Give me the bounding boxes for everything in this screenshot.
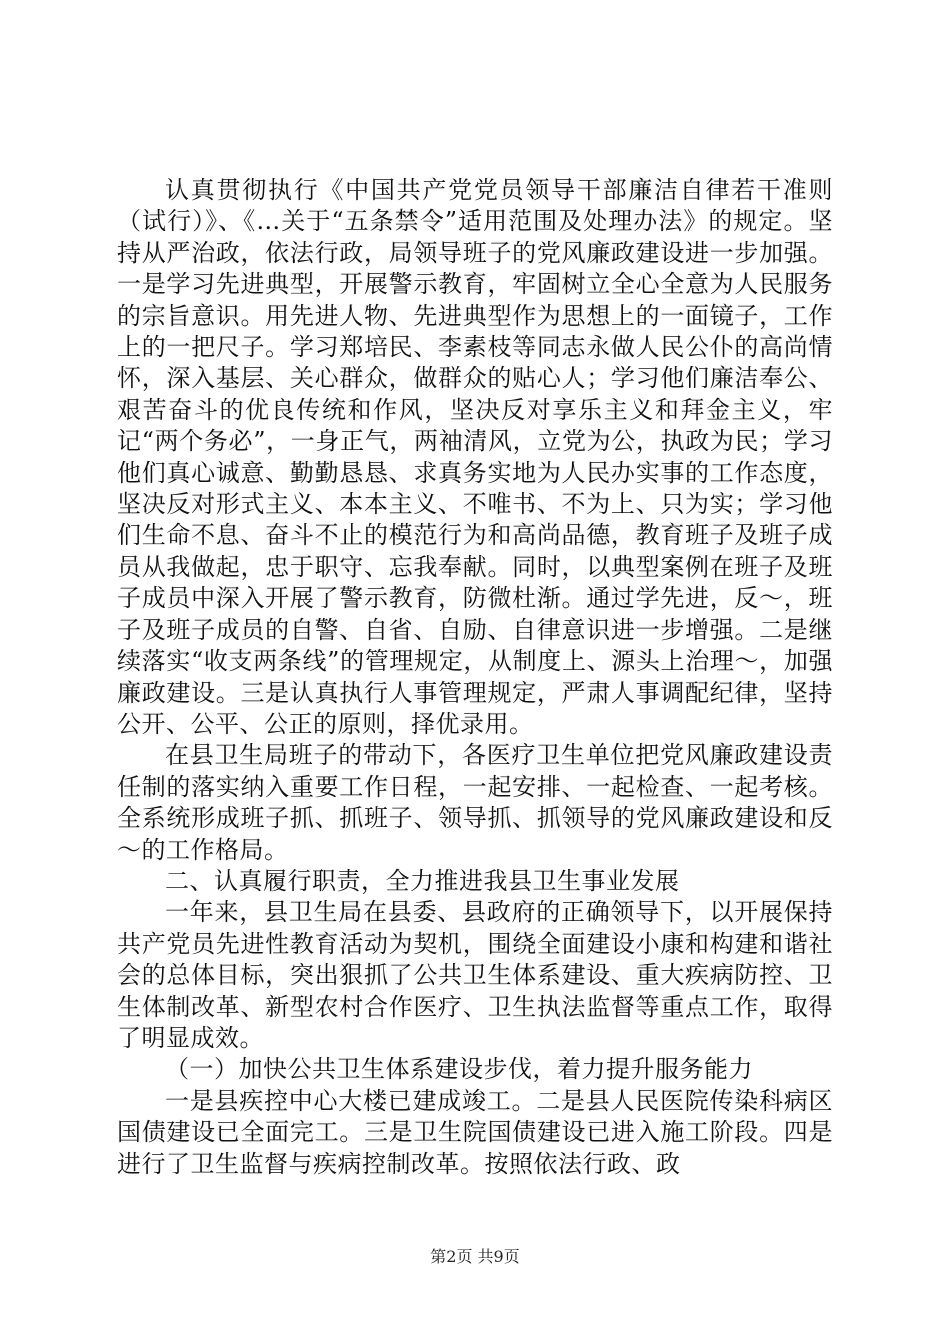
page-number: 第2页 共9页 <box>430 1247 520 1266</box>
paragraph-annual-summary: 一年来，县卫生局在县委、县政府的正确领导下，以开展保持共产党员先进性教育活动为契机，围绕全面建设小康和构建和谐社会的总体目标，突出狠抓了公共卫生体系建设、重大疾病防控、卫生体制改革、新型农村合作医疗、卫生执法监督等重点工作，取得了明显成效。 <box>117 898 833 1052</box>
paragraph-discipline: 认真贯彻执行《中国共产党党员领导干部廉洁自律若干准则（试行）》、《…关于“五条禁令”适用范围及处理办法》的规定。坚持从严治政，依法行政，局领导班子的党风廉政建设进一步加强。一是学习先进典型，开展警示教育，牢固树立全心全意为人民服务的宗旨意识。用先进人物、先进典型作为思想上的一面镜子，工作上的一把尺子。学习郑培民、李素枝等同志永做人民公仆的高尚情怀，深入基层、关心群众，做群众的贴心人；学习他们廉洁奉公、艰苦奋斗的优良传统和作风，坚决反对享乐主义和拜金主义，牢记“两个务必”，一身正气，两袖清风，立党为公，执政为民；学习他们真心诚意、勤勤恳恳、求真务实地为人民办实事的工作态度，坚决反对形式主义、本本主义、不唯书、不为上、只为实；学习他们生命不息、奋斗不止的模范行为和高尚品德，教育班子及班子成员从我做起，忠于职守、忘我奉献。同时，以典型案例在班子及班子成员中深入开展了警示教育，防微杜渐。通过学先进，反～，班子及班子成员的自警、自省、自励、自律意识进一步增强。二是继续落实“收支两条线”的管理规定，从制度上、源头上治理～，加强廉政建设。三是认真执行人事管理规定，严肃人事调配纪律，坚持公开、公平、公正的原则，择优录用。 <box>117 176 833 738</box>
section-heading-duties: 二、认真履行职责，全力推进我县卫生事业发展 <box>165 866 680 895</box>
document-body <box>117 175 833 1180</box>
paragraph-responsibility: 在县卫生局班子的带动下，各医疗卫生单位把党风廉政建设责任制的落实纳入重要工作日程，一起安排、一起检查、一起考核。全系统形成班子抓、抓班子、领导抓、抓领导的党风廉政建设和反～的工作格局。 <box>117 741 833 864</box>
subsection-heading-public-health: （一）加快公共卫生体系建设步伐，着力提升服务能力 <box>165 1055 753 1084</box>
paragraph-construction: 一是县疾控中心大楼已建成竣工。二是县人民医院传染科病区国债建设已全面完工。三是卫生院国债建设已进入施工阶段。四是进行了卫生监督与疾病控制改革。按照依法行政、政 <box>117 1086 833 1178</box>
